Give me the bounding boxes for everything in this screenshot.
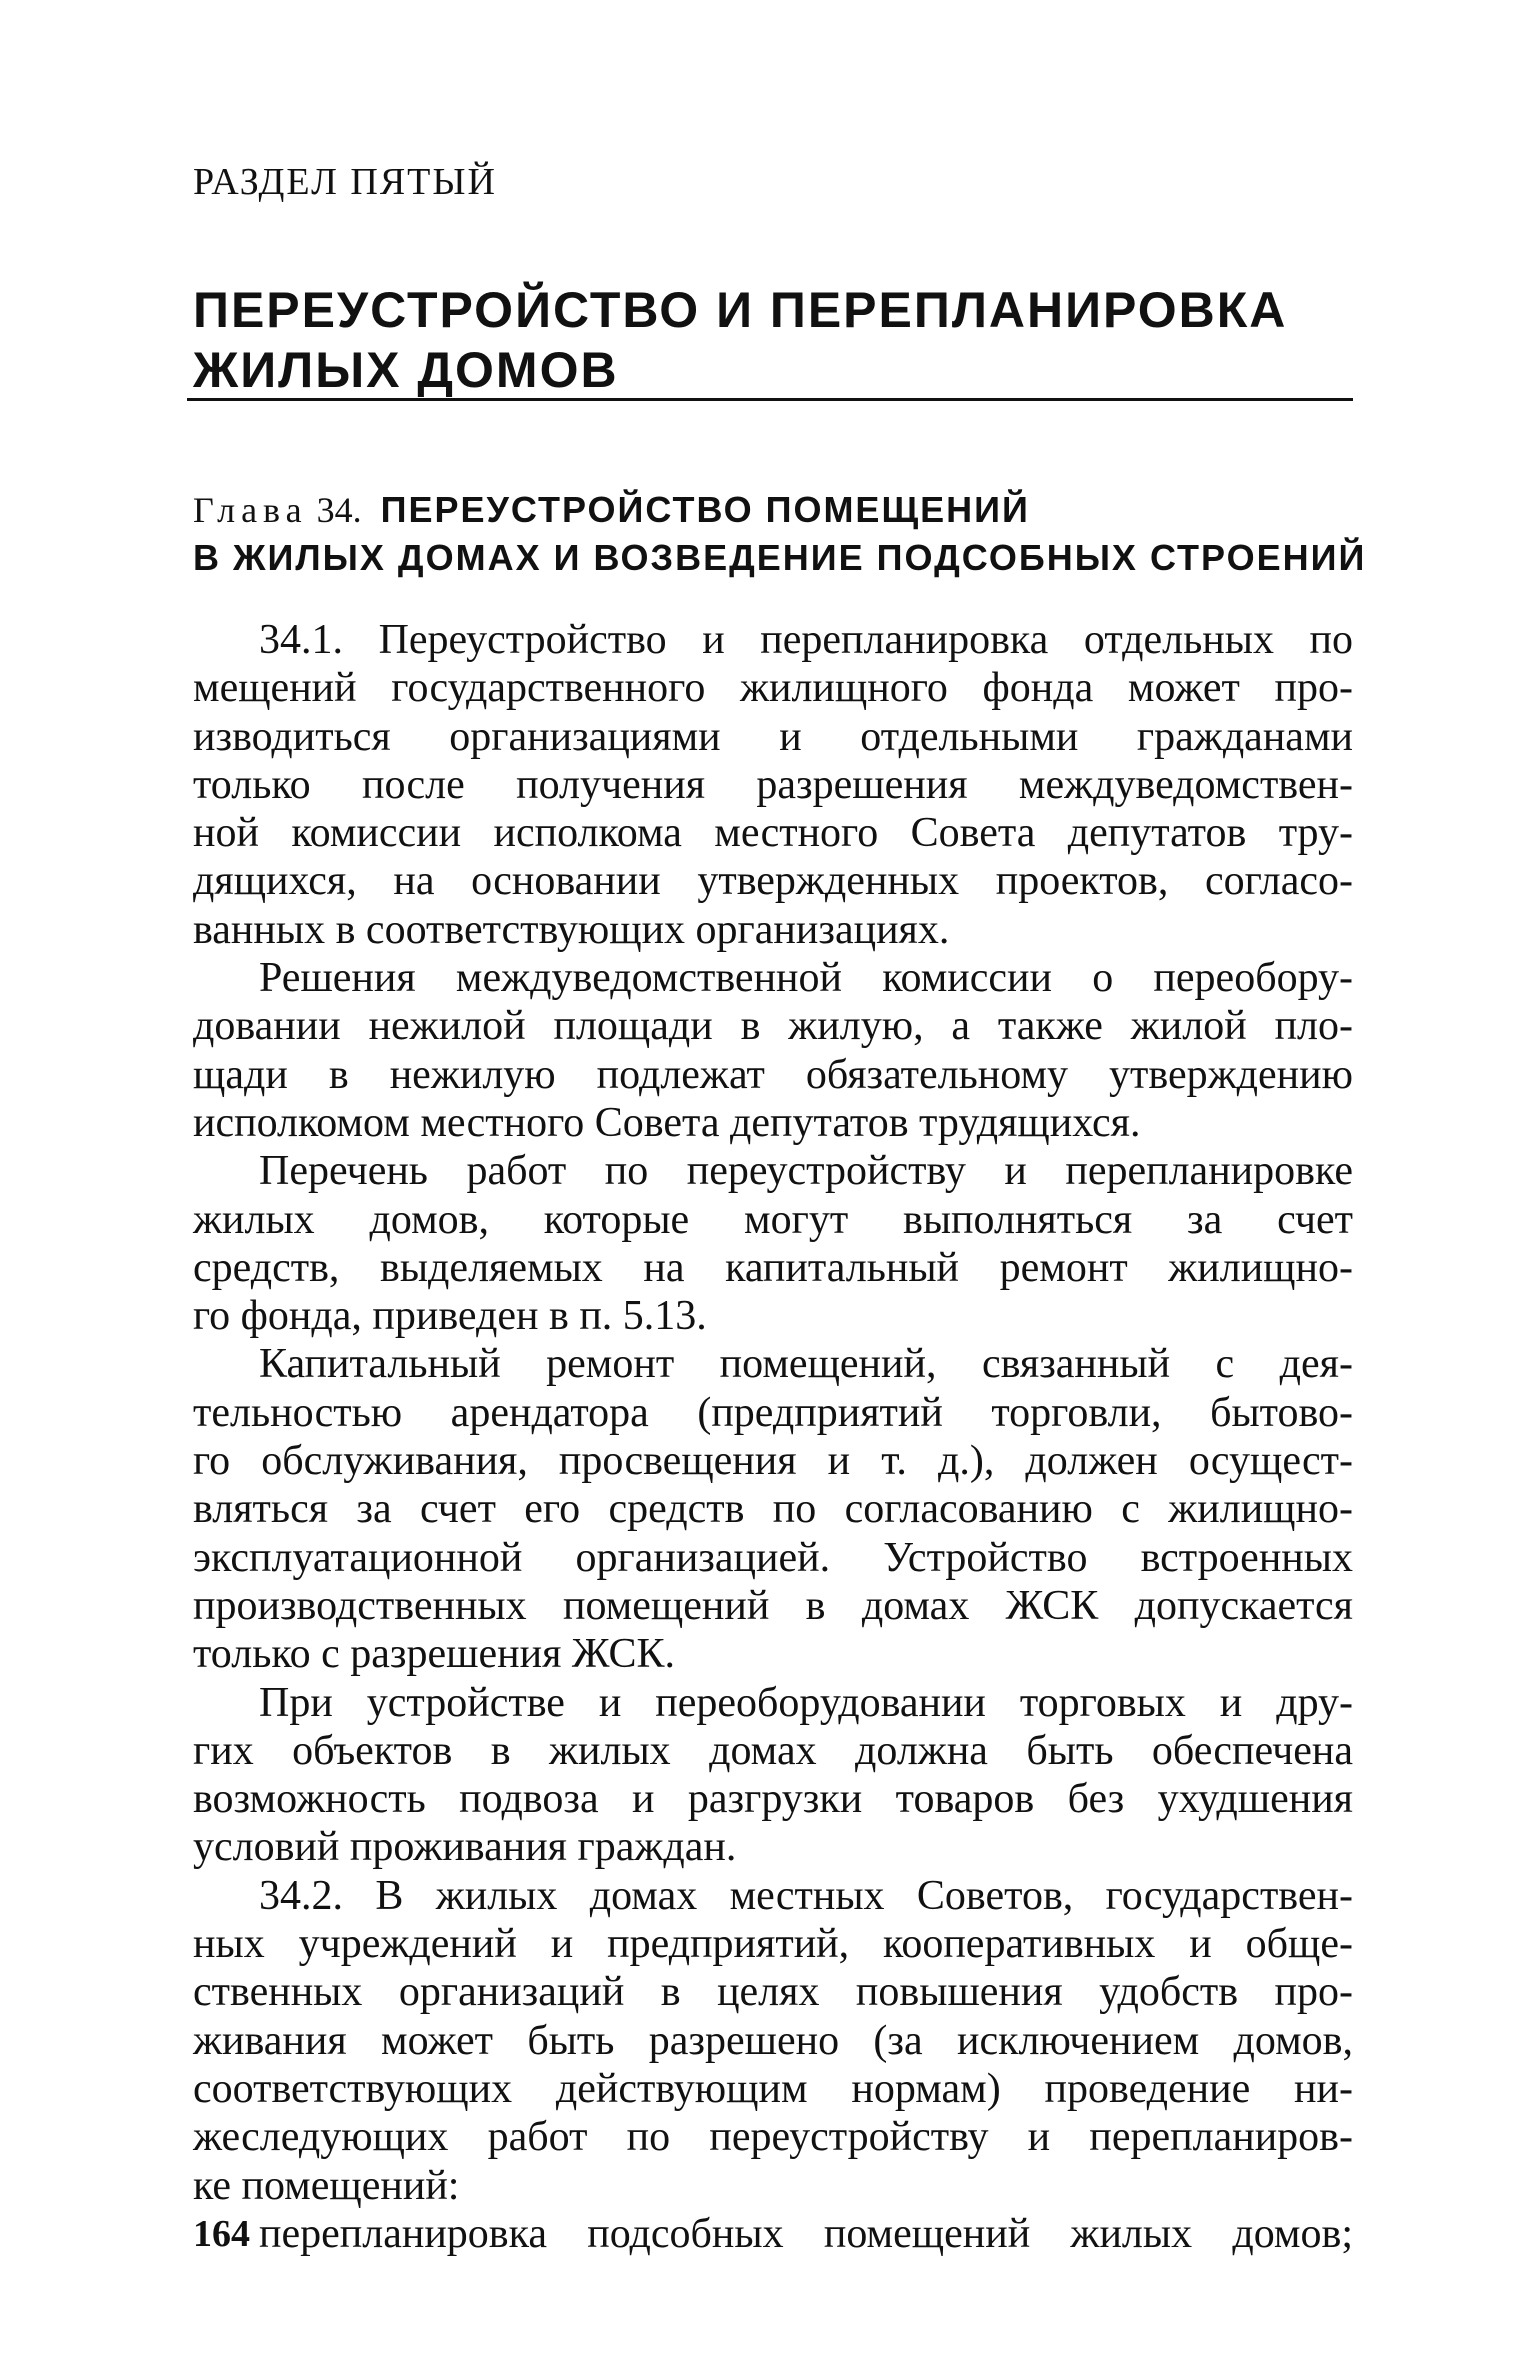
section-title-line-2: ЖИЛЫХ ДОМОВ [193,342,619,398]
chapter-number: 34. [316,490,362,530]
text-line: довании нежилой площади в жилую, а также жилой пло- [193,1003,1353,1050]
text-line: Решения междуведомственной комиссии о переобору- [259,955,1353,1002]
text-line: перепланировка подсобных помещений жилых домов; [259,2210,1353,2257]
text-line: ственных организаций в целях повышения удобств про- [193,1969,1353,2016]
text-line: только после получения разрешения междуведомствен- [193,761,1353,808]
text-line: возможность подвоза и разгрузки товаров без ухудшения [193,1776,1353,1823]
text-line: Перечень работ по переустройству и перепланировке [259,1148,1353,1195]
text-line: го фонда, приведен в п. 5.13. [193,1293,707,1340]
text-line: мещений государственного жилищного фонда может про- [193,665,1353,712]
text-line: средств, выделяемых на капитальный ремонт жилищно- [193,1244,1353,1291]
section-label: РАЗДЕЛ ПЯТЫЙ [193,161,497,203]
text-line: 34.2. В жилых домах местных Советов, государствен- [259,1872,1353,1919]
text-line: ке помещений: [193,2162,460,2209]
text-line: живания может быть разрешено (за исключением домов, [193,2017,1353,2064]
text-line: изводиться организациями и отдельными гражданами [193,713,1353,760]
text-line: только с разрешения ЖСК. [193,1631,676,1678]
text-line: щади в нежилую подлежат обязательному утверждению [193,1051,1353,1098]
page-number: 164 [193,2213,250,2255]
text-line: соответствующих действующим нормам) проведение ни- [193,2065,1353,2112]
text-line: эксплуатационной организацией. Устройство встроенных [193,1534,1353,1581]
chapter-title-line-1: ПЕРЕУСТРОЙСТВО ПОМЕЩЕНИЙ [380,489,1030,530]
text-line: условий проживания граждан. [193,1824,737,1871]
text-line: жилых домов, которые могут выполняться за счет [193,1196,1353,1243]
text-line: тельностью арендатора (предприятий торговли, бытово- [193,1389,1353,1436]
text-line: ной комиссии исполкома местного Совета депутатов тру- [193,810,1353,857]
chapter-heading [193,486,1367,582]
text-line: жеследующих работ по переустройству и перепланиров- [193,2114,1353,2161]
text-line: 34.1. Переустройство и перепланировка отдельных по [259,617,1353,663]
text-line: ных учреждений и предприятий, кооперативных и обще- [193,1921,1353,1968]
text-line: гих объектов в жилых домах должна быть обеспечена [193,1727,1353,1774]
text-line: Капитальный ремонт помещений, связанный с дея- [259,1341,1353,1388]
chapter-title-line-2: В ЖИЛЫХ ДОМАХ И ВОЗВЕДЕНИЕ ПОДСОБНЫХ СТРОЕНИЙ [193,537,1367,578]
text-line: При устройстве и переоборудовании торговых и дру- [259,1679,1353,1726]
text-line: ванных в соответствующих организациях. [193,906,950,953]
text-line: дящихся, на основании утвержденных проектов, согласо- [193,858,1353,905]
text-line: производственных помещений в домах ЖСК допускается [193,1582,1353,1629]
body-text [193,616,1353,2258]
title-divider [187,398,1353,401]
chapter-prefix: Глава [193,490,308,530]
section-title [193,280,1353,400]
text-line: вляться за счет его средств по согласованию с жилищно- [193,1486,1353,1533]
text-line: го обслуживания, просвещения и т. д.), должен осущест- [193,1438,1353,1485]
section-title-line-1: ПЕРЕУСТРОЙСТВО И ПЕРЕПЛАНИРОВКА [193,282,1288,338]
text-line: исполкомом местного Совета депутатов трудящихся. [193,1099,1141,1146]
